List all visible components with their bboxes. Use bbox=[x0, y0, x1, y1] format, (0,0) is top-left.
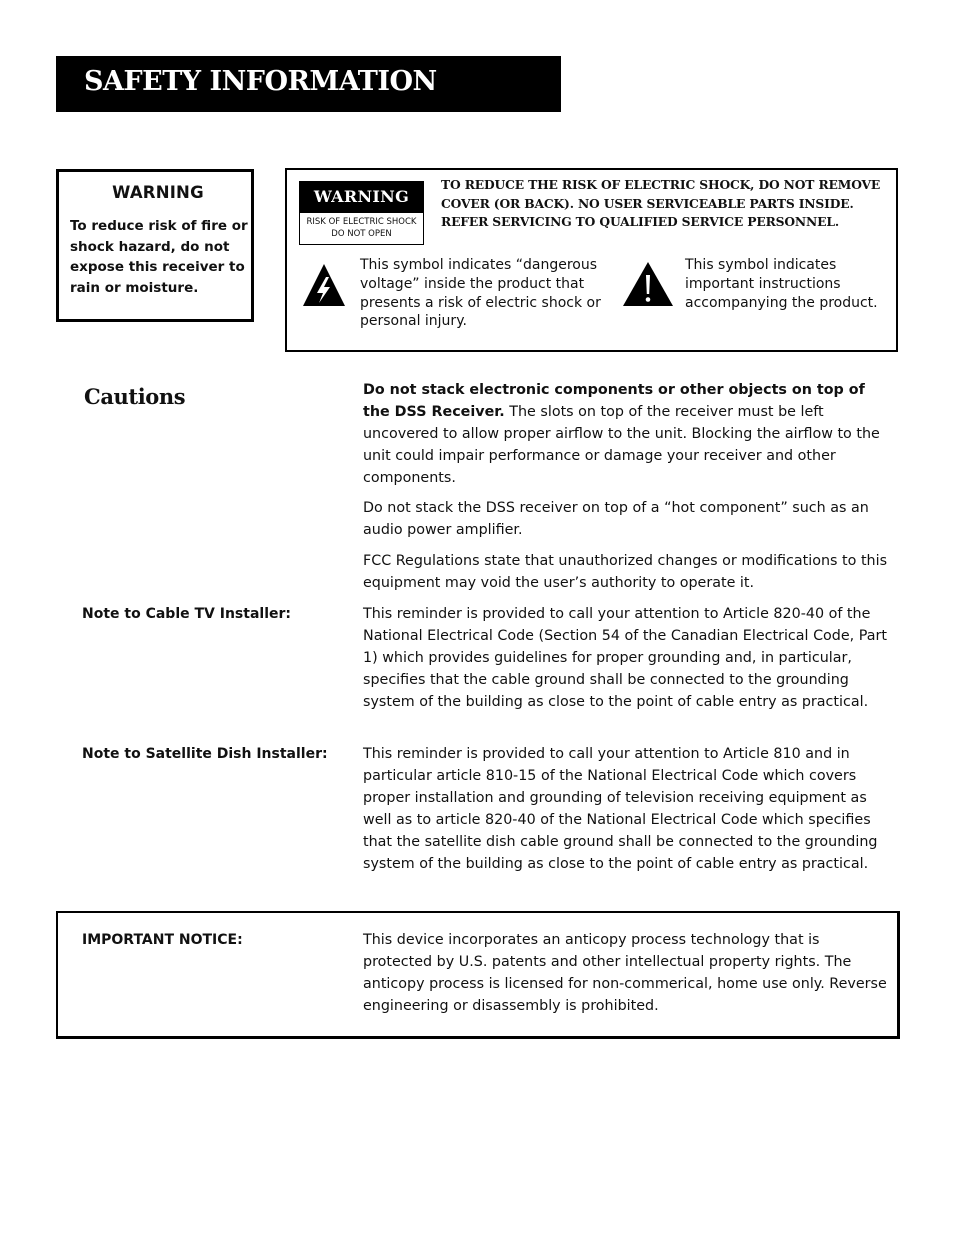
caution-paragraph: FCC Regulations state that unauthorized changes or modifications to this equipment may void the user’s authority to operate it. bbox=[363, 553, 888, 591]
warning-label-subtext-line: DO NOT OPEN bbox=[331, 229, 392, 239]
satellite-installer-text: This reminder is provided to call your attention to Article 810 and in particular article 810-15 of the National Electrical Code which covers proper installation and grounding of television receiving equipment as well as to article 820-40 of the National Electrical Code which specifies that the satellite dish cable ground shall be connected to the grounding system of the building as close to the point of cable entry as practical. bbox=[363, 746, 878, 872]
caution-paragraph-rest: The slots on top of the receiver must be left uncovered to allow proper airflow to the unit. Blocking the airflow to the unit could impair performance or damage your receiver and other components. bbox=[363, 403, 880, 486]
important-notice-label: IMPORTANT NOTICE: bbox=[82, 932, 243, 948]
caution-paragraph: Do not stack the DSS receiver on top of a “hot component” such as an audio power amplifier. bbox=[363, 500, 869, 538]
shock-warning-instruction: TO REDUCE THE RISK OF ELECTRIC SHOCK, DO NOT REMOVE COVER (OR BACK). NO USER SERVICEABLE PARTS INSIDE. REFER SERVICING TO QUALIFIED SERVICE PERSONNEL. bbox=[441, 177, 881, 230]
warning-label-subtext bbox=[299, 216, 424, 240]
warning-label-subtext-line: RISK OF ELECTRIC SHOCK bbox=[306, 217, 417, 227]
satellite-installer-label: Note to Satellite Dish Installer: bbox=[82, 746, 328, 762]
cable-installer-label: Note to Cable TV Installer: bbox=[82, 606, 291, 622]
exclamation-triangle-icon bbox=[622, 261, 674, 307]
caution-paragraph-bold: Do not stack electronic components or other objects on top of the DSS Receiver. bbox=[363, 382, 865, 420]
warning-label-title: WARNING bbox=[299, 181, 424, 213]
voltage-symbol-description: This symbol indicates “dangerous voltage” inside the product that presents a risk of electric shock or personal injury. bbox=[360, 257, 601, 330]
page-title: SAFETY INFORMATION bbox=[84, 66, 437, 97]
caution-paragraph bbox=[363, 380, 891, 490]
lightning-bolt-triangle-icon bbox=[302, 263, 346, 307]
cautions-heading: Cautions bbox=[84, 384, 186, 409]
fire-warning-text: To reduce risk of fire or shock hazard, do not expose this receiver to rain or moisture. bbox=[70, 218, 248, 296]
instructions-symbol-description: This symbol indicates important instructions accompanying the product. bbox=[685, 257, 878, 311]
fire-warning-heading: WARNING bbox=[112, 183, 204, 202]
important-notice-text: This device incorporates an anticopy process technology that is protected by U.S. patents and other intellectual property rights. The anticopy process is licensed for non-commerical, home use only. Reverse engineering or disassembly is prohibited. bbox=[363, 932, 887, 1014]
cable-installer-text: This reminder is provided to call your attention to Article 820-40 of the National Electrical Code (Section 54 of the Canadian Electrical Code, Part 1) which provides guidelines for proper grounding and, in particular, specifies that the cable ground shall be connected to the grounding system of the building as close to the point of cable entry as practical. bbox=[363, 606, 887, 710]
